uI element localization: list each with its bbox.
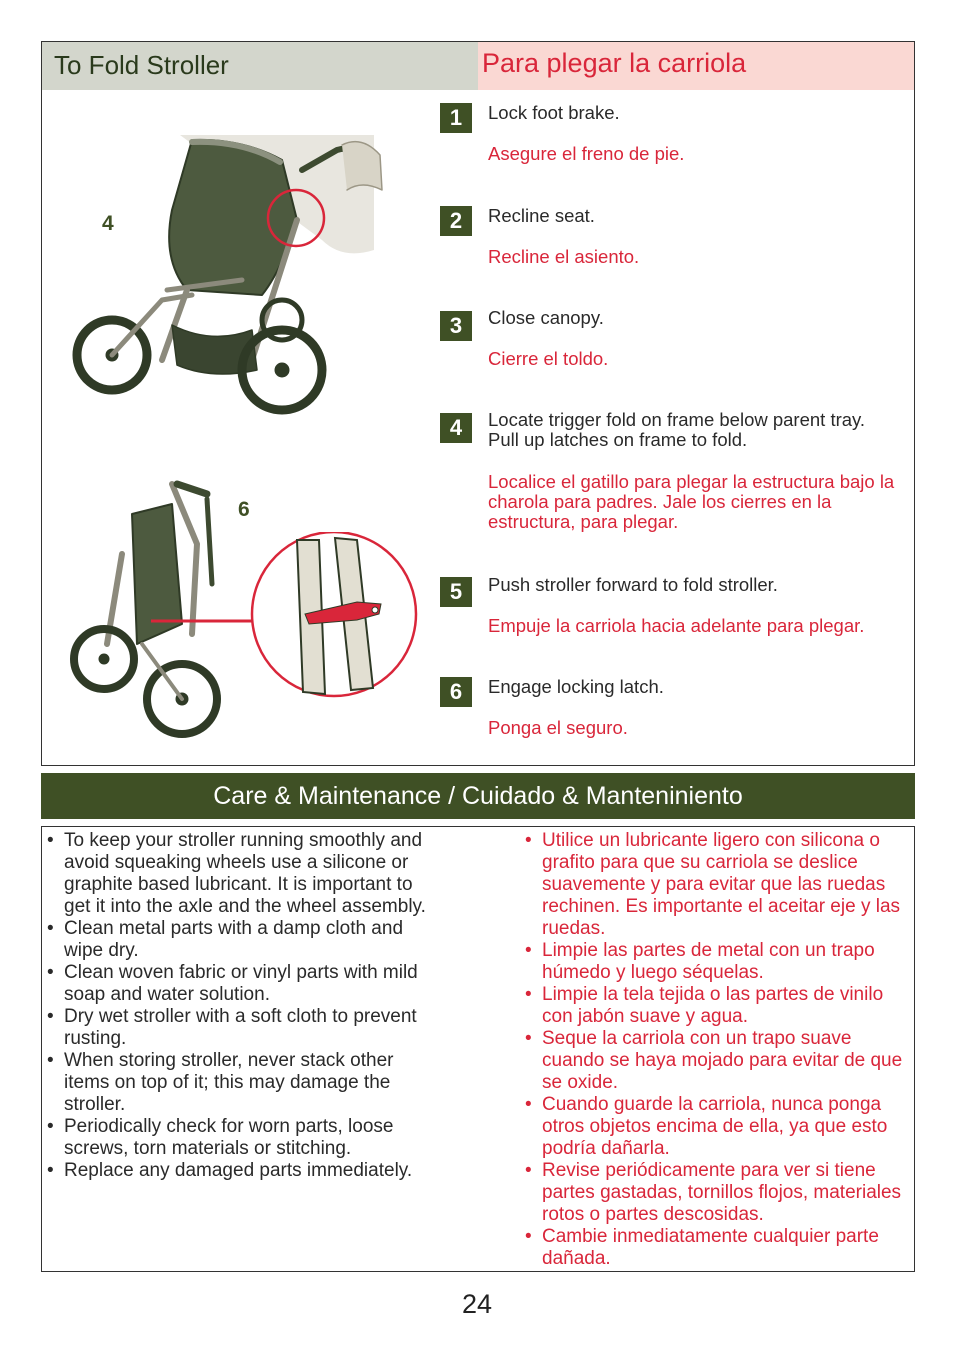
care-list-es [522,830,914,1270]
step-2-text-en: Recline seat. [488,205,595,226]
care-title-en: Care & Maintenance [213,782,442,810]
care-title-separator: / [441,782,462,810]
care-item-es: • Limpie las partes de metal con un trapo húmedo y luego séquelas. [522,940,914,984]
care-header [41,773,915,819]
figure-label-6: 6 [238,498,250,521]
step-1-text-es: Asegure el freno de pie. [488,143,685,164]
step-6-text-es: Ponga el seguro. [488,717,628,738]
step-3-text-en: Close canopy. [488,307,604,328]
step-5-text-es: Empuje la carriola hacia adelante para plegar. [488,615,865,636]
care-list-en [44,830,444,1182]
care-item-en: • Clean woven fabric or vinyl parts with mild soap and water solution. [44,962,444,1006]
step-3-text-es: Cierre el toldo. [488,348,609,369]
care-item-es: • Limpie la tela tejida o las partes de vinilo con jabón suave y agua. [522,984,914,1028]
step-6-text-en: Engage locking latch. [488,676,664,697]
fold-section [41,41,915,766]
fold-title-en: To Fold Stroller [54,50,229,80]
care-item-es: • Cuando guarde la carriola, nunca ponga otros objetos encima de ella, ya que esto podría dañarla. [522,1094,914,1160]
care-title-es: Cuidado & Manteniniento [462,782,743,810]
care-item-es: • Revise periódicamente para ver si tiene partes gastadas, tornillos flojos, materiales rotos o partes descosidas. [522,1160,914,1226]
fold-header-es [478,42,914,90]
care-item-en: • When storing stroller, never stack other items on top of it; this may damage the stroller. [44,1050,444,1116]
care-section [41,826,915,1272]
step-4-text-en: Locate trigger fold on frame below parent tray. Pull up latches on frame to fold. [488,409,866,450]
step-1-text-en: Lock foot brake. [488,102,620,123]
care-item-es: • Seque la carriola con un trapo suave cuando se haya mojado para evitar de que se oxide. [522,1028,914,1094]
step-5-text-en: Push stroller forward to fold stroller. [488,574,778,595]
stroller-open-illustration [42,130,387,430]
step-4-text-es: Localice el gatillo para plegar la estructura bajo la charola para padres. Jale los cierres en la estructura, para plegar. [488,471,895,532]
step-2-text-es: Recline el asiento. [488,246,640,267]
step-3-number: 3 [440,311,472,341]
figure-label-4: 4 [102,212,114,235]
care-item-en: • Periodically check for worn parts, loose screws, torn materials or stitching. [44,1116,444,1160]
page-number: 24 [461,1289,493,1319]
step-2-number: 2 [440,206,472,236]
care-item-en: • Replace any damaged parts immediately. [44,1160,444,1182]
care-item-en: • Dry wet stroller with a soft cloth to prevent rusting. [44,1006,444,1050]
latch-detail-illustration [147,532,437,702]
step-6-number: 6 [440,677,472,707]
fold-title-es: Para plegar la carriola [482,48,747,78]
step-4-number: 4 [440,413,472,443]
care-item-es: • Utilice un lubricante ligero con silicona o grafito para que su carriola se deslice suavemente y para evitar que las ruedas rechinen. Es importante el aceitar eje y las ruedas. [522,830,914,940]
care-item-en: • Clean metal parts with a damp cloth and wipe dry. [44,918,444,962]
care-title [41,782,915,811]
step-1-number: 1 [440,103,472,133]
care-item-en: • To keep your stroller running smoothly and avoid squeaking wheels use a silicone or graphite based lubricant. It is important to get it into the axle and the wheel assembly. [44,830,444,918]
step-5-number: 5 [440,577,472,607]
care-item-es: • Cambie inmediatamente cualquier parte dañada. [522,1226,914,1270]
fold-header-en [42,42,478,90]
